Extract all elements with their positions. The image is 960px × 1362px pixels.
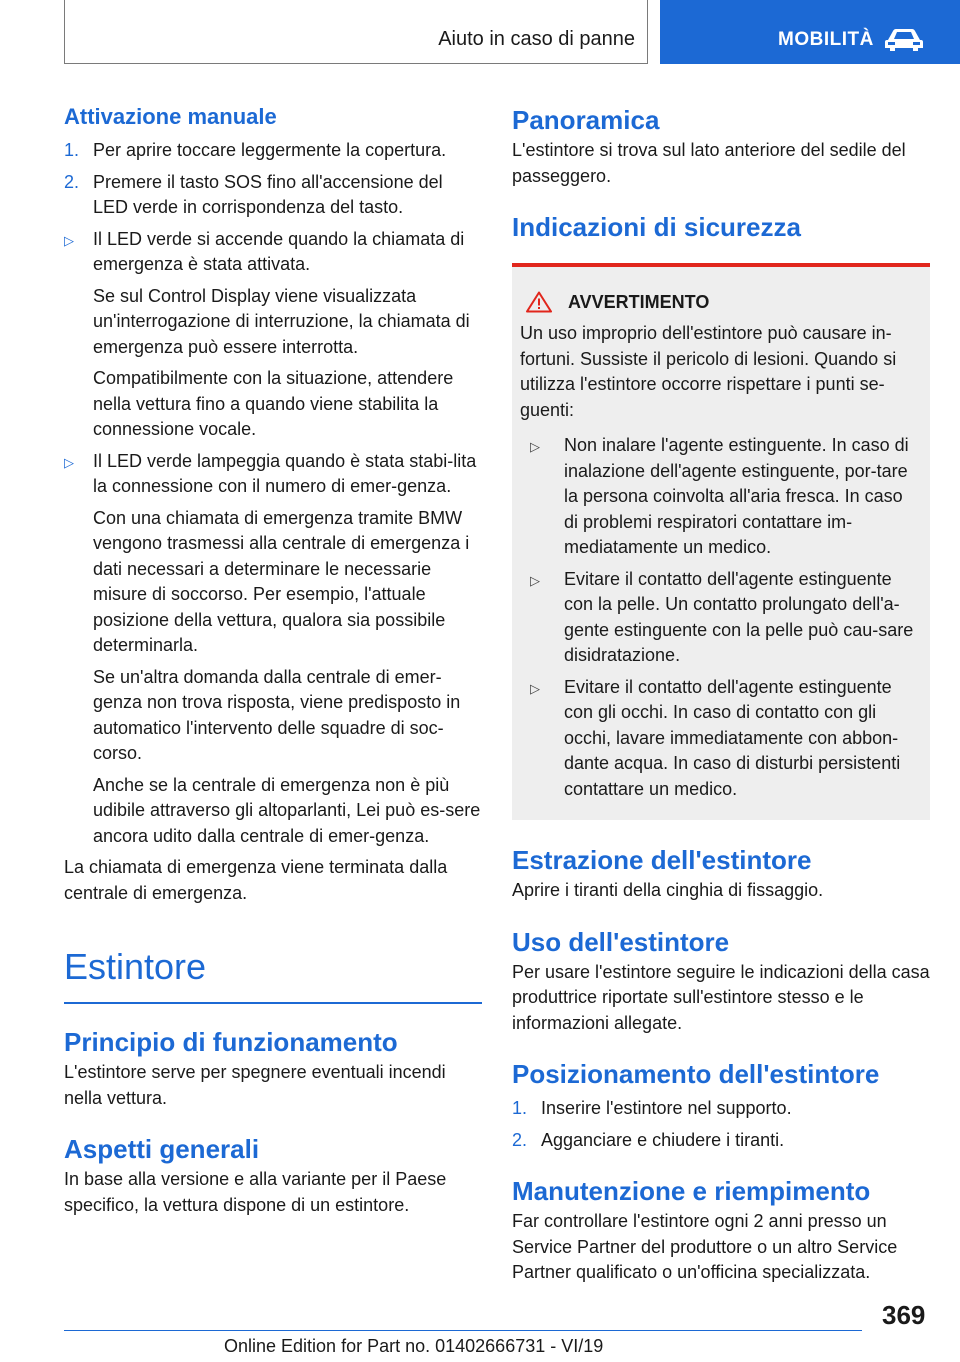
list-item <box>64 227 482 278</box>
bullet-triangle-icon: ▷ <box>64 232 74 248</box>
removal-heading: Estrazione dell'estintore <box>512 845 812 875</box>
list-item <box>520 567 916 669</box>
footer-edition: Online Edition for Part no. 01402666731 - VI/19 <box>224 1336 604 1356</box>
warning-title: AVVERTIMENTO <box>568 292 710 312</box>
manual-activation-heading: Attivazione manuale <box>64 104 277 129</box>
use-heading: Uso dell'estintore <box>512 926 730 957</box>
general-heading: Aspetti generali <box>64 1134 260 1164</box>
warning-item-text: Non inalare l'agente estinguente. In caso di inalazione dell'agente estinguente, por-tare la persona coinvolta all'aria fresca. In caso di problemi respiratori contattare im-mediatamente un medico. <box>564 435 909 557</box>
paragraph: Per usare l'estintore seguire le indicazioni della casa produttrice riportate sull'estintore stesso e le informazioni allegate. <box>512 961 930 1033</box>
step-number: 2. <box>64 171 80 192</box>
list-item <box>64 170 482 221</box>
step-number: 1. <box>512 1098 528 1118</box>
list-item <box>520 433 916 561</box>
left-column <box>64 102 482 1218</box>
list-item <box>520 675 916 803</box>
paragraph: Anche se la centrale di emergenza non è più udibile attraverso gli altoparlanti, Lei può es-sere ancora udito dalla centrale di emer-genza. <box>93 774 481 846</box>
footer-divider <box>64 1330 862 1331</box>
bullet-triangle-icon: ▷ <box>530 680 540 696</box>
list-item <box>64 449 482 500</box>
step-text: Inserire l'estintore nel supporto. <box>541 1098 792 1118</box>
bullet-text: Il LED verde lampeggia quando è stata stabi-lita la connessione con il numero di emer-genza. <box>93 450 477 496</box>
principle-heading: Principio di funzionamento <box>64 1027 398 1057</box>
warning-intro: Un uso improprio dell'estintore può causare in-fortuni. Sussiste il pericolo di lesioni. Quando si utilizza l'estintore occorre rispettare i punti se-guenti: <box>520 323 897 420</box>
step-text: Per aprire toccare leggermente la copertura. <box>93 140 447 160</box>
bullet-triangle-icon: ▷ <box>64 454 74 470</box>
paragraph: Se sul Control Display viene visualizzata un'interrogazione di interruzione, la chiamata di emergenza può essere interrotta. <box>93 285 470 357</box>
header-tab-mobilita[interactable] <box>660 0 960 64</box>
warning-triangle-icon <box>526 291 552 313</box>
paragraph: L'estintore serve per spegnere eventuali incendi nella vettura. <box>64 1062 446 1108</box>
header-section-title: Aiuto in caso di panne <box>438 28 635 50</box>
paragraph: Aprire i tiranti della cinghia di fissaggio. <box>512 880 824 900</box>
step-number: 1. <box>64 140 80 160</box>
step-text: Premere il tasto SOS fino all'accensione del LED verde in corrispondenza del tasto. <box>93 171 443 217</box>
paragraph: Con una chiamata di emergenza tramite BMW vengono trasmessi alla centrale di emergenza i dati necessari a determinare le necessarie misure di soccorso. Per esempio, l'attuale posizione della vettura, qualora sia possibile determinarla. <box>93 507 470 655</box>
paragraph: La chiamata di emergenza viene terminata dalla centrale di emergenza. <box>64 857 448 903</box>
maintenance-heading: Manutenzione e riempimento <box>512 1176 871 1206</box>
step-text: Agganciare e chiudere i tiranti. <box>541 1129 785 1150</box>
car-icon <box>884 27 924 53</box>
page-number: 369 <box>882 1300 926 1330</box>
list-item <box>512 1096 930 1122</box>
safety-heading: Indicazioni di sicurezza <box>512 212 801 242</box>
paragraph: L'estintore si trova sul lato anteriore del sedile del passeggero. <box>512 140 906 186</box>
step-number: 2. <box>512 1129 528 1150</box>
warning-item-text: Evitare il contatto dell'agente estinguente con la pelle. Un contatto prolungato dell'a-gente estinguente con la pelle può cau-sare disidratazione. <box>564 568 914 665</box>
paragraph: Far controllare l'estintore ogni 2 anni presso un Service Partner del produttore o un altro Service Partner qualificato o un'officina specializzata. <box>512 1211 898 1282</box>
paragraph: Se un'altra domanda dalla centrale di emer-genza non trova risposta, viene predisposto in automatico l'intervento delle squadre di soc-corso. <box>93 666 461 763</box>
paragraph: Compatibilmente con la situazione, attendere nella vettura fino a quando viene stabilita la connessione vocale. <box>93 368 454 439</box>
warning-box <box>512 263 930 820</box>
right-column <box>512 102 930 1286</box>
bullet-triangle-icon: ▷ <box>530 439 540 454</box>
overview-heading: Panoramica <box>512 105 660 135</box>
warning-title-row <box>520 289 916 315</box>
list-item <box>512 1128 930 1154</box>
bullet-triangle-icon: ▷ <box>530 572 540 588</box>
position-heading: Posizionamento dell'estintore <box>512 1059 880 1089</box>
list-item <box>64 138 482 164</box>
header-section-box <box>64 0 648 64</box>
paragraph: In base alla versione e alla variante per il Paese specifico, la vettura dispone di un estintore. <box>64 1169 447 1215</box>
header-tab-label: MOBILITÀ <box>778 29 874 50</box>
chapter-title: Estintore <box>64 946 207 987</box>
warning-item-text: Evitare il contatto dell'agente estinguente con gli occhi. In caso di contatto con gli occhi, lavare immediatamente con abbon-dante acqua. In caso di disturbi persistenti contattare un medico. <box>564 676 901 799</box>
bullet-text: Il LED verde si accende quando la chiamata di emergenza è stata attivata. <box>93 228 465 274</box>
